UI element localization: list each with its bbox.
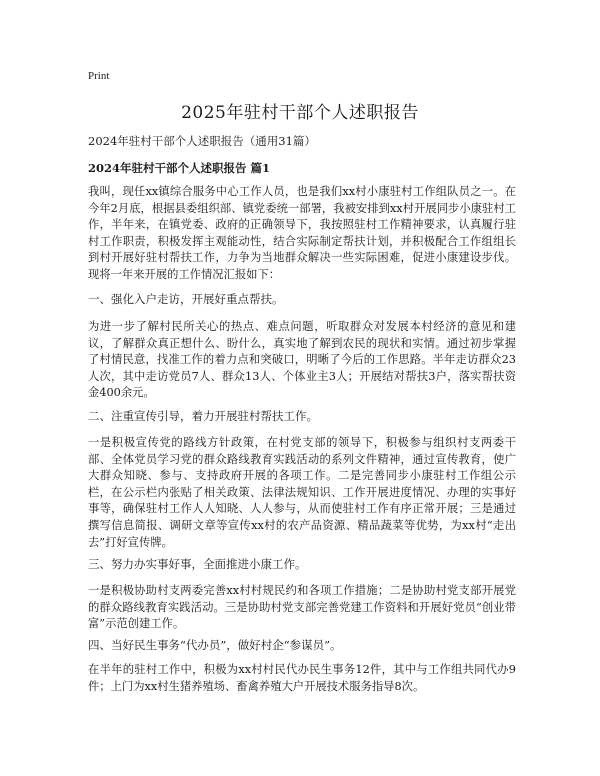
print-label: Print xyxy=(88,70,110,82)
section-heading-2: 二、注重宣传引导，着力开展驻村帮扶工作。 xyxy=(88,409,318,423)
document-title: 2025年驻村干部个人述职报告 xyxy=(181,103,419,123)
document-subtitle: 2024年驻村干部个人述职报告（通用31篇） xyxy=(88,134,316,148)
intro-paragraph: 我叫，现任xx镇综合服务中心工作人员，也是我们xx村小康驻村工作组队员之一。在今年2月底，根据县委组织部、镇党委统一部署，我被安排到xx村开展同步小康驻村工作，半年来，在镇党委、政府的正确领导下，我按照驻村工作精神要求，认真履行驻村工作职责，积极发挥主观能动性，结合实际制定帮扶计划，并积极配合工作组组长到村开展好驻村帮扶工作，力争为当地群众解决一些实际困难，促进小康建设步伐。现将一年来开展的工作情况汇报如下： xyxy=(88,185,516,281)
paragraph-1: 为进一步了解村民所关心的热点、难点问题，听取群众对发展本村经济的意见和建议，了解群众真正想什么、盼什么，真实地了解到农民的现状和实情。通过初步掌握了村情民意，找准工作的着力点和突破口，明晰了今后的工作思路。半年走访群众23人次，其中走访党员7人、群众13人、个体业主3人；开展结对帮扶3户，落实帮扶资金400余元。 xyxy=(88,320,516,400)
section-title: 2024年驻村干部个人述职报告 篇1 xyxy=(88,161,271,175)
section-heading-3: 三、努力办实事好事，全面推进小康工作。 xyxy=(88,557,307,571)
paragraph-4: 在半年的驻村工作中，积极为xx村村民代办民生事务12件，其中与工作组共同代办9件；上门为xx村生猪养殖场、畜禽养殖大户开展技术服务指导8次。 xyxy=(88,663,516,693)
paragraph-2: 一是积极宣传党的路线方针政策，在村党支部的领导下，积极参与组织村支两委干部、全体党员学习党的群众路线教育实践活动的系列文件精神，通过宣传教育，使广大群众知晓、参与、支持政府开展的各项工作。二是完善同步小康驻村工作组公示栏，在公示栏内张贴了相关政策、法律法规知识、工作开展进度情况、办理的实事好事等，确保驻村工作人人知晓、人人参与，从而使驻村工作有序正常开展；三是通过撰写信息简报、调研文章等宣传xx村的农产品资源、精品蔬菜等优势，为xx村“走出去”打好宣传牌。 xyxy=(88,436,516,549)
paragraph-3: 一是积极协助村支两委完善xx村村规民约和各项工作措施；二是协助村党支部开展党的群众路线教育实践活动。三是协助村党支部完善党建工作资料和开展好党员“创业带富”示范创建工作。 xyxy=(88,584,516,631)
section-heading-1: 一、强化入户走访，开展好重点帮扶。 xyxy=(88,292,284,306)
section-heading-4: 四、当好民生事务“代办员”，做好村企“参谋员”。 xyxy=(88,638,342,652)
